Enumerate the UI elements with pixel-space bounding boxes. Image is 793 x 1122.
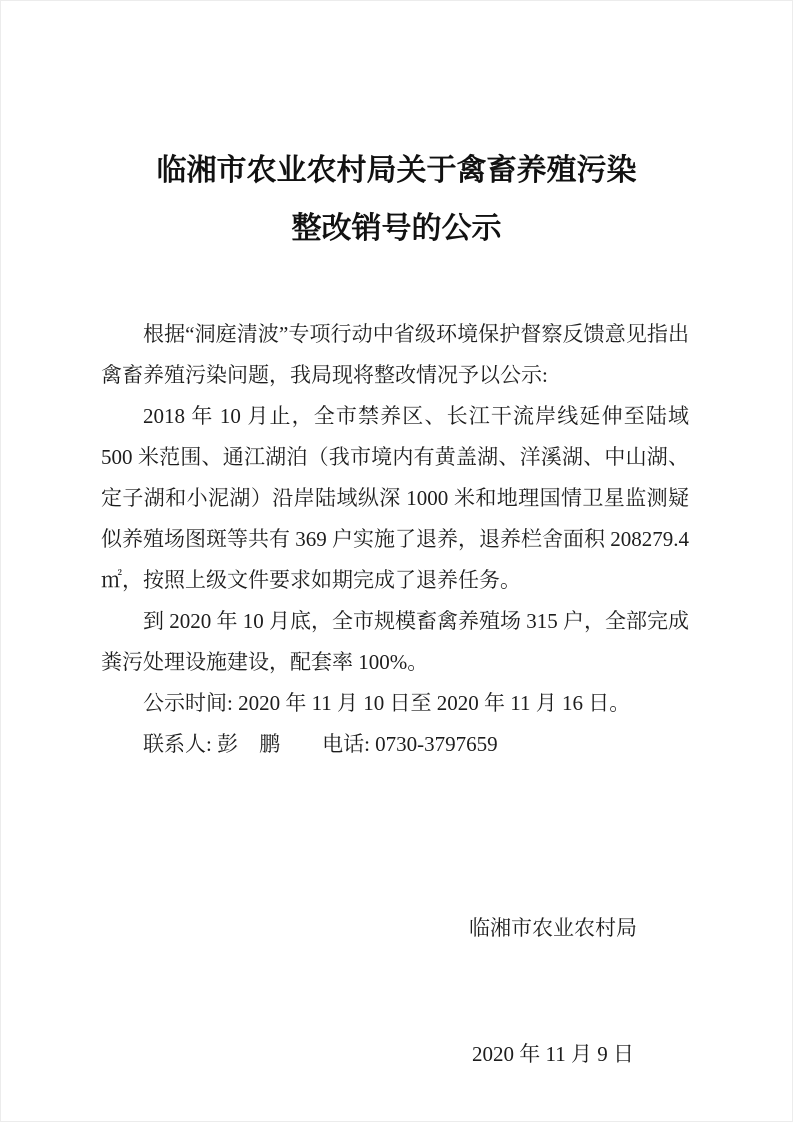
paragraph-intro: 根据“洞庭清波”专项行动中省级环境保护督察反馈意见指出禽畜养殖污染问题，我局现将整改情况予以公示: (101, 322, 689, 387)
title-line-1: 临湘市农业农村局关于禽畜养殖污染 (156, 154, 637, 187)
signature-date: 2020 年 11 月 9 日 (472, 1042, 634, 1066)
paragraph-contact: 联系人: 彭 鹏 电话: 0730-3797659 (143, 732, 498, 756)
signature-block (469, 823, 637, 1122)
title-line-2: 整改销号的公示 (291, 212, 502, 245)
paragraph-retirement-detail: 2018 年 10 月止，全市禁养区、长江干流岸线延伸至陆域 500 米范围、通江湖泊（我市境内有黄盖湖、洋溪湖、中山湖、定子湖和小泥湖）沿岸陆域纵深 1000 米和地理国情卫星监测疑似养殖场图斑等共有 369 户实施了退养，退养栏舍面积 208279.4 ㎡，按照上级文件要求如期完成了退养任务。 (101, 404, 695, 592)
signature-org: 临湘市农业农村局 (469, 916, 637, 940)
paragraph-facility-completion: 到 2020 年 10 月底，全市规模畜禽养殖场 315 户，全部完成粪污处理设施建设，配套率 100%。 (101, 609, 689, 674)
document-title (1, 1, 792, 258)
paragraph-notice-period: 公示时间: 2020 年 11 月 10 日至 2020 年 11 月 16 日。 (143, 691, 631, 715)
document-body (101, 314, 695, 765)
